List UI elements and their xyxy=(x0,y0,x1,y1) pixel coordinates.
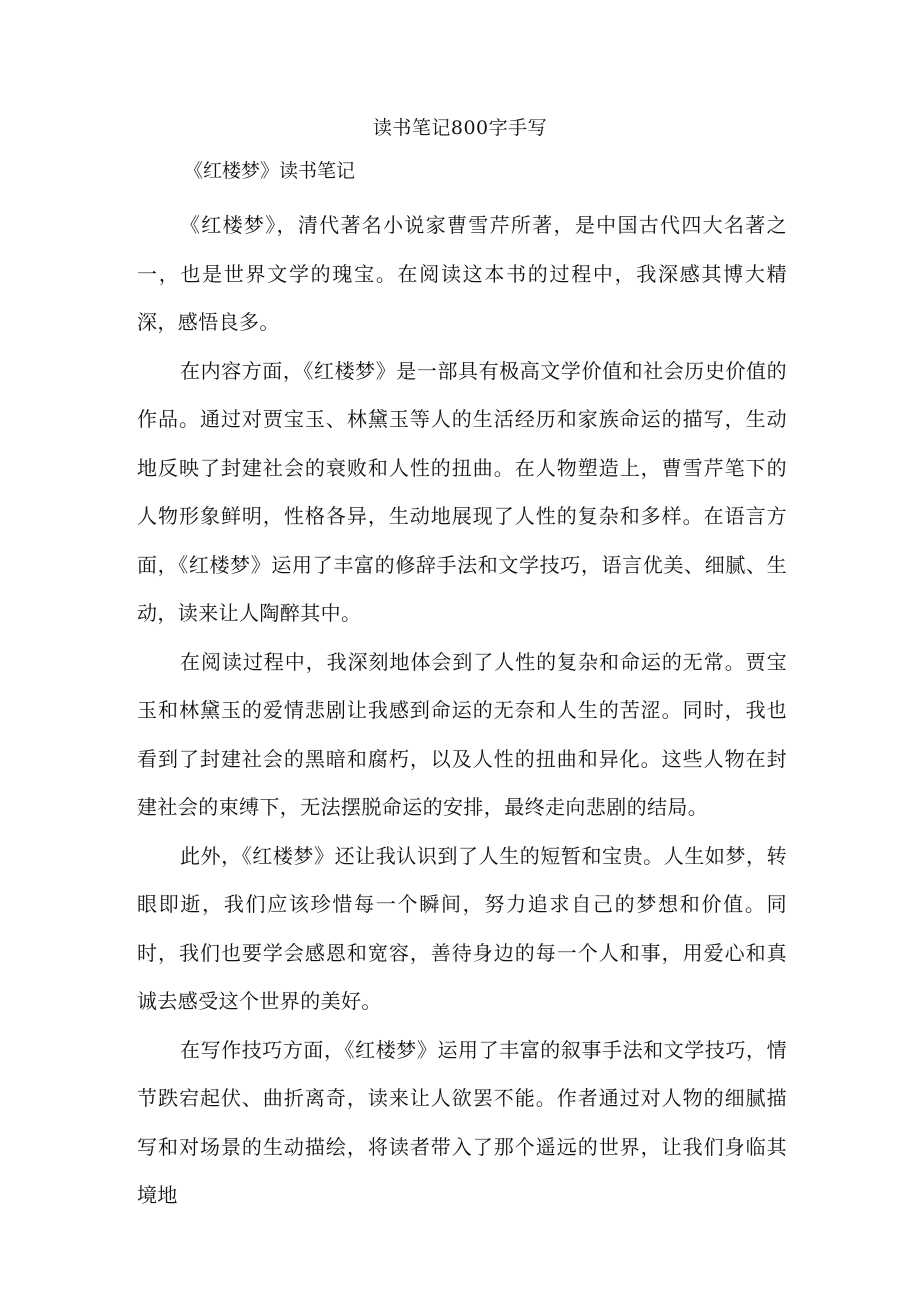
paragraph: 《红楼梦》，清代著名小说家曹雪芹所著，是中国古代四大名著之一，也是世界文学的瑰宝。在阅读这本书的过程中，我深感其博大精深，感悟良多。 xyxy=(137,213,787,334)
paragraph: 在写作技巧方面，《红楼梦》运用了丰富的叙事手法和文学技巧，情节跌宕起伏、曲折离奇，读来让人欲罢不能。作者通过对人物的细腻描写和对场景的生动描绘，将读者带入了那个遥远的世界，让我们身临其境地 xyxy=(137,1037,787,1207)
paragraph: 在阅读过程中，我深刻地体会到了人性的复杂和命运的无常。贾宝玉和林黛玉的爱情悲剧让我感到命运的无奈和人生的苦涩。同时，我也看到了封建社会的黑暗和腐朽，以及人性的扭曲和异化。这些人物在封建社会的束缚下，无法摆脱命运的安排，最终走向悲剧的结局。 xyxy=(137,649,787,819)
paragraph: 在内容方面，《红楼梦》是一部具有极高文学价值和社会历史价值的作品。通过对贾宝玉、林黛玉等人的生活经历和家族命运的描写，生动地反映了封建社会的衰败和人性的扭曲。在人物塑造上，曹雪芹笔下的人物形象鲜明，性格各异，生动地展现了人性的复杂和多样。在语言方面，《红楼梦》运用了丰富的修辞手法和文学技巧，语言优美、细腻、生动，读来让人陶醉其中。 xyxy=(137,358,787,625)
paragraph: 此外，《红楼梦》还让我认识到了人生的短暂和宝贵。人生如梦，转眼即逝，我们应该珍惜每一个瞬间，努力追求自己的梦想和价值。同时，我们也要学会感恩和宽容，善待身边的每一个人和事，用爱心和真诚去感受这个世界的美好。 xyxy=(137,843,787,1013)
page-title: 读书笔记800字手写 xyxy=(372,117,548,139)
body-text xyxy=(137,201,787,1220)
section-heading: 《红楼梦》读书笔记 xyxy=(184,160,356,182)
